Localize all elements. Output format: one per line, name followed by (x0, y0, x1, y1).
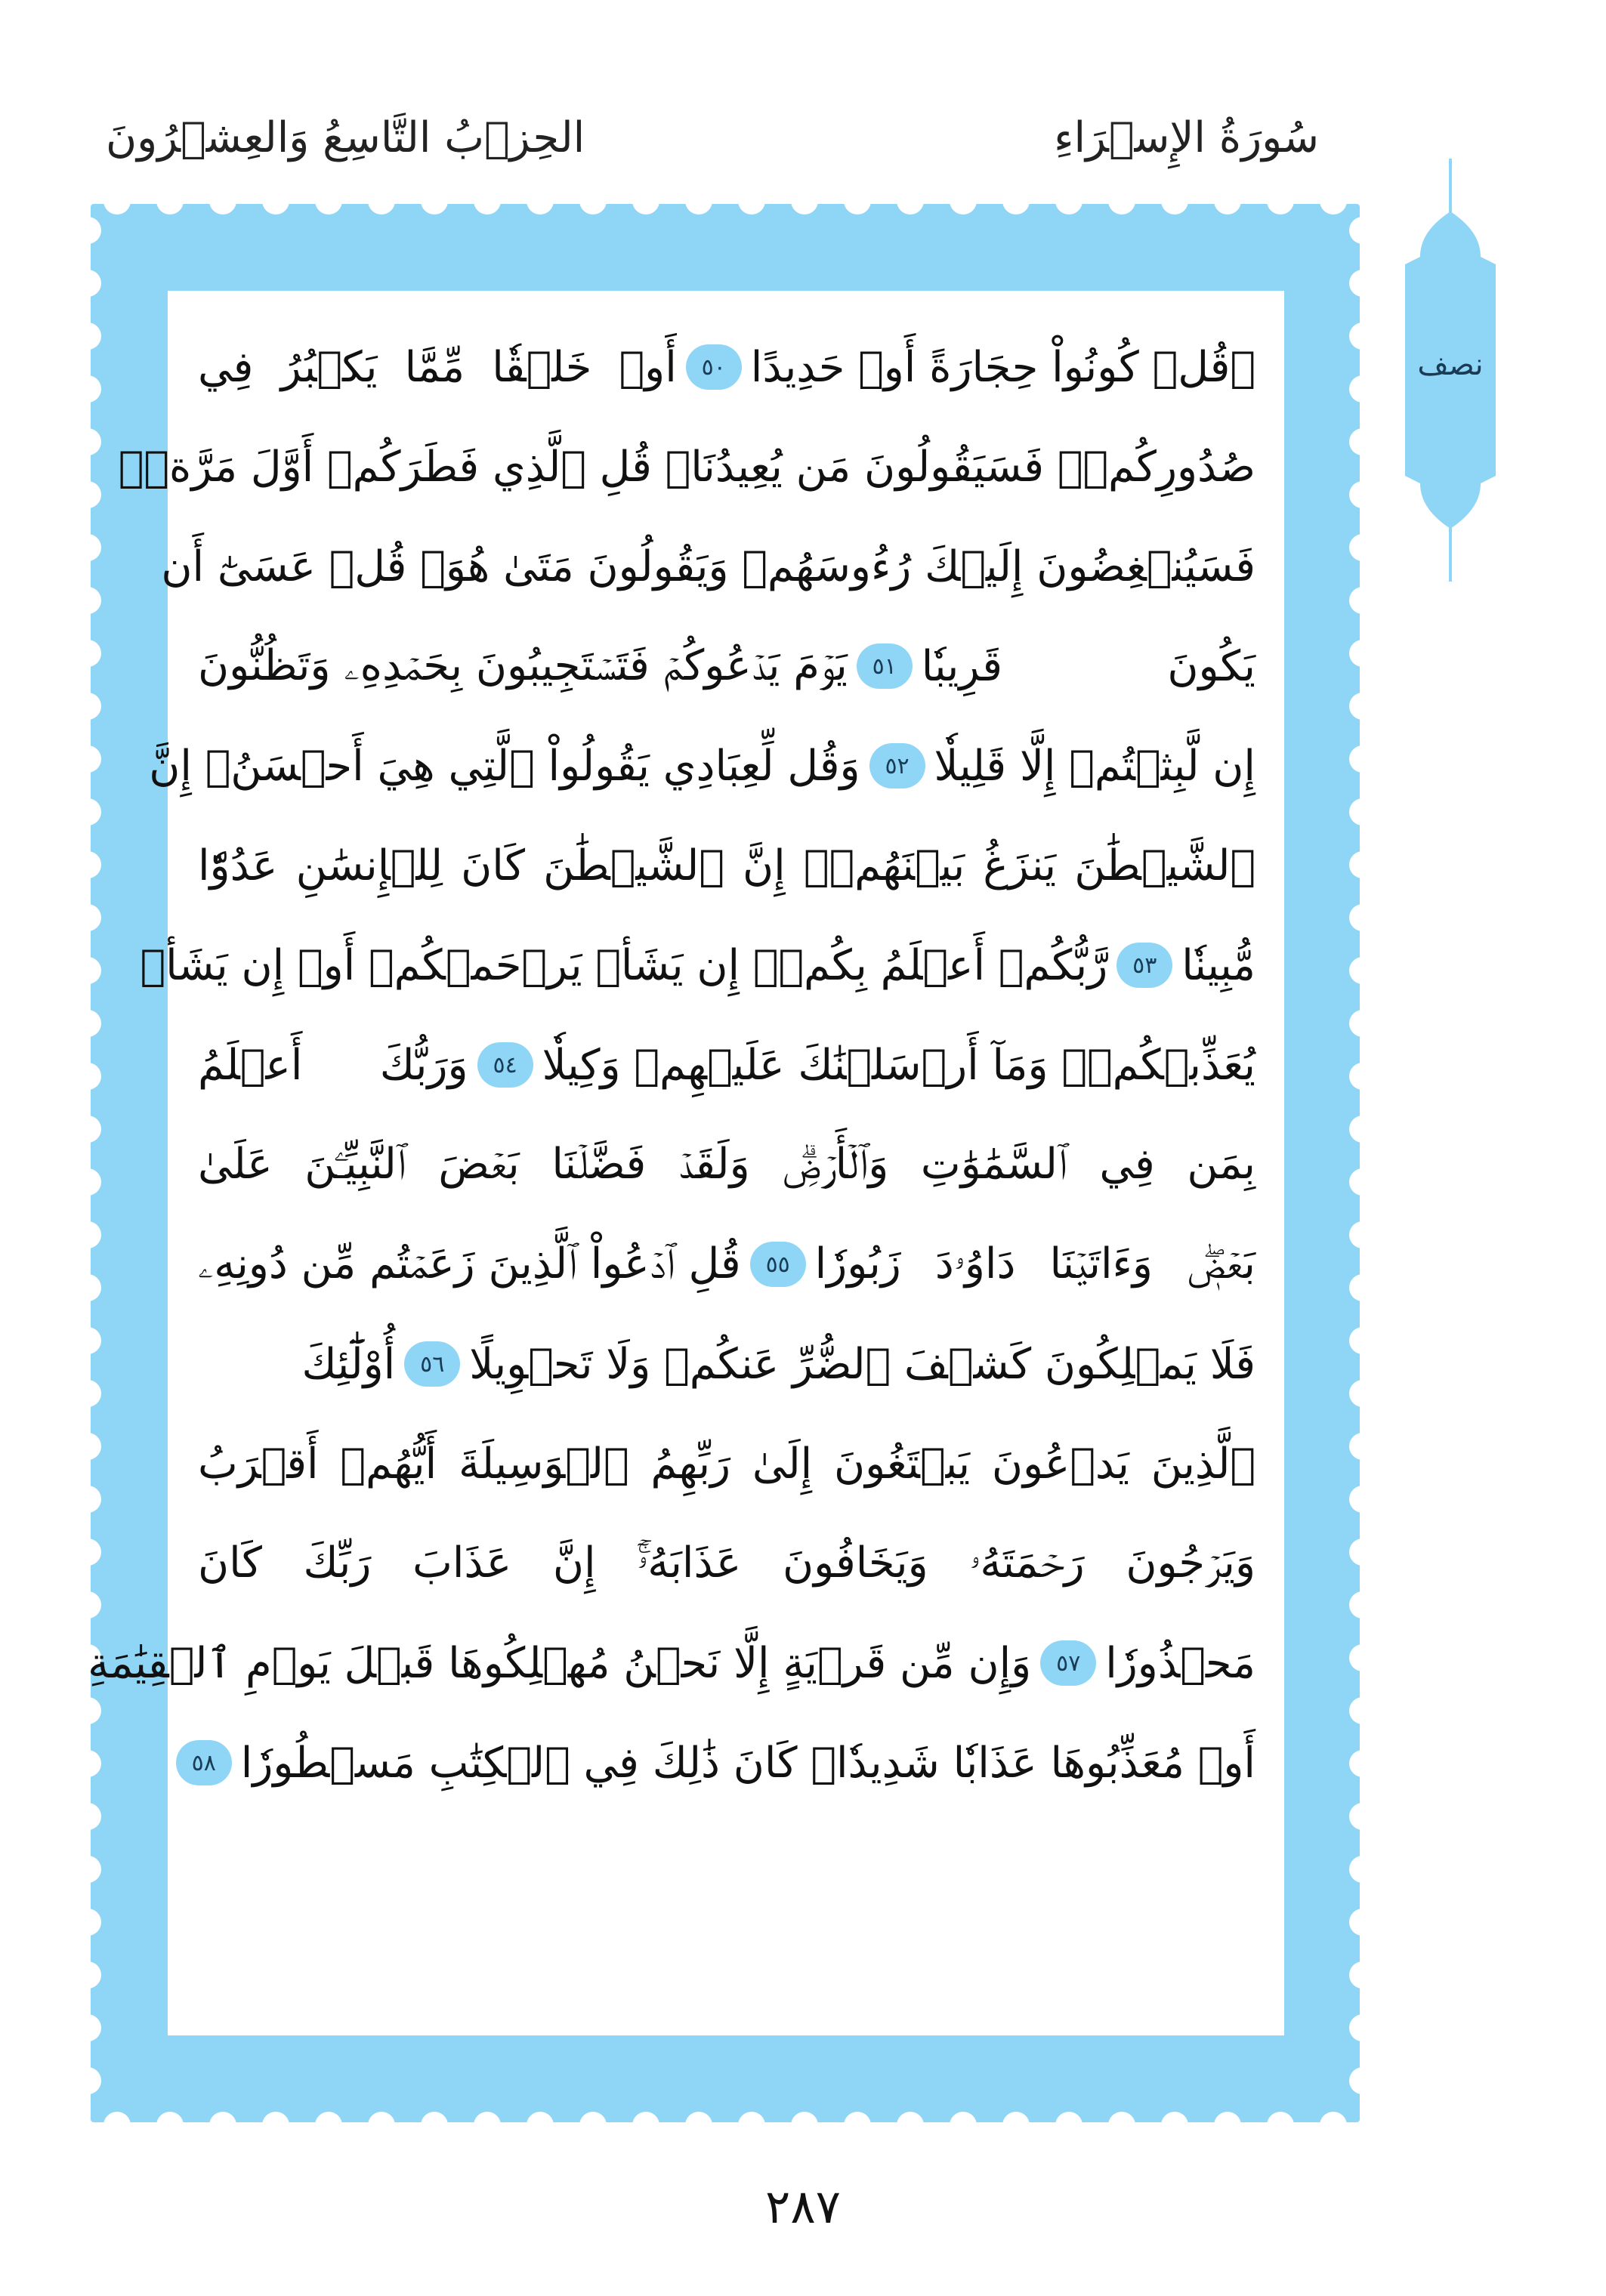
frame-scallop (1002, 2112, 1030, 2122)
verse-text: يُعَذِّبۡكُمۡۚ وَمَآ أَرۡسَلۡنَٰكَ عَلَيۡهِمۡ وَكِيلٗا (542, 1040, 1255, 1090)
frame-scallop (1349, 1221, 1360, 1248)
frame-scallop (91, 1116, 101, 1143)
frame-scallop (579, 2112, 607, 2122)
frame-scallop (1349, 1961, 1360, 1989)
frame-scallop (209, 204, 236, 214)
frame-scallop (1349, 1803, 1360, 1830)
frame-scallop (1349, 1274, 1360, 1301)
verse-text: فَلَا يَمۡلِكُونَ كَشۡفَ ٱلضُّرِّ عَنكُمۡ وَلَا تَحۡوِيلًا (469, 1339, 1255, 1389)
frame-scallop (1349, 1380, 1360, 1407)
frame-scallop (91, 428, 101, 455)
verse-text: وَقُل لِّعِبَادِي يَقُولُواْ ٱلَّتِي هِيَ أَحۡسَنُۚ إِنَّ (149, 741, 860, 791)
frame-scallop (1349, 640, 1360, 667)
frame-scallop (791, 2112, 818, 2122)
frame-scallop (1214, 2112, 1241, 2122)
frame-scallop (91, 745, 101, 773)
frame-scallop (262, 2112, 289, 2122)
frame-scallop (91, 1380, 101, 1407)
text-line (198, 317, 1255, 417)
surah-name: سُورَةُ الإِسۡرَاءِ (1054, 113, 1319, 162)
frame-scallop (844, 204, 871, 214)
verse-text: فَسَيُنۡغِضُونَ إِلَيۡكَ رُءُوسَهُمۡ وَيَقُولُونَ مَتَىٰ هُوَۖ قُلۡ عَسَىٰٓ أَن (161, 542, 1255, 591)
frame-scallop (91, 1221, 101, 1248)
frame-scallop (156, 204, 184, 214)
frame-scallop (1002, 204, 1030, 214)
frame-scallop (791, 204, 818, 214)
frame-scallop (579, 204, 607, 214)
verse-text: وَإِن مِّن قَرۡيَةٍ إِلَّا نَحۡنُ مُهۡلِكُوهَا قَبۡلَ يَوۡمِ ٱلۡقِيَٰمَةِ (88, 1638, 1032, 1688)
frame-scallop (1349, 851, 1360, 878)
text-line (161, 517, 1255, 616)
frame-scallop (91, 217, 101, 244)
frame-scallop (91, 1750, 101, 1777)
frame-scallop (1349, 217, 1360, 244)
frame-scallop (1349, 322, 1360, 350)
frame-scallop (91, 1010, 101, 1037)
frame-scallop (91, 1168, 101, 1196)
verse-text: قُلِ ٱدۡعُواْ ٱلَّذِينَ زَعَمۡتُم مِّن دُونِهِۦ (198, 1239, 741, 1288)
frame-scallop (91, 1856, 101, 1883)
frame-scallop (474, 2112, 501, 2122)
frame-scallop (950, 204, 977, 214)
frame-scallop (1349, 1909, 1360, 1936)
frame-scallop (1349, 534, 1360, 561)
verse-text: وَيَرۡجُونَ رَحۡمَتَهُۥ وَيَخَافُونَ عَذَابَهُۥٓۚ إِنَّ عَذَابَ رَبِّكَ كَانَ (198, 1538, 1255, 1588)
frame-scallop (527, 204, 554, 214)
frame-scallop (1055, 2112, 1083, 2122)
ayah-number-marker: ٥٦ (404, 1341, 460, 1387)
frame-scallop (91, 2014, 101, 2041)
frame-scallop (156, 2112, 184, 2122)
verse-text: أُوْلَٰٓئِكَ (301, 1339, 396, 1389)
frame-scallop (1108, 204, 1135, 214)
frame-scallop (1267, 2112, 1294, 2122)
frame-scallop (91, 1803, 101, 1830)
frame-scallop (632, 2112, 659, 2122)
frame-scallop (897, 2112, 924, 2122)
frame-scallop (1349, 904, 1360, 931)
frame-scallop (1349, 1856, 1360, 1883)
frame-scallop (91, 1327, 101, 1354)
frame-scallop (1349, 745, 1360, 773)
verse-text: صُدُورِكُمۡۚ فَسَيَقُولُونَ مَن يُعِيدُنَاۖ قُلِ ٱلَّذِي فَطَرَكُمۡ أَوَّلَ مَرَّةٖۚ (118, 442, 1255, 492)
text-line (118, 417, 1255, 517)
frame-scallop (844, 2112, 871, 2122)
frame-scallop (91, 1538, 101, 1566)
ayah-number-marker: ٥٠ (686, 344, 742, 390)
frame-scallop (1349, 1327, 1360, 1354)
frame-scallop (209, 2112, 236, 2122)
frame-scallop (1349, 587, 1360, 614)
frame-scallop (421, 2112, 448, 2122)
verse-text: إِن لَّبِثۡتُمۡ إِلَّا قَلِيلٗا (934, 741, 1255, 791)
frame-scallop (103, 204, 131, 214)
frame-scallop (91, 2067, 101, 2094)
frame-scallop (91, 1486, 101, 1513)
frame-scallop (1349, 1063, 1360, 1090)
frame-scallop (1214, 204, 1241, 214)
frame-scallop (1349, 428, 1360, 455)
text-line (191, 1713, 1255, 1813)
frame-scallop (91, 1909, 101, 1936)
text-line (88, 1613, 1255, 1713)
ayah-number-marker: ٥١ (857, 643, 913, 689)
frame-scallop (91, 1274, 101, 1301)
frame-scallop (1349, 1433, 1360, 1460)
frame-scallop (91, 1063, 101, 1090)
frame-scallop (1349, 1697, 1360, 1724)
frame-scallop (421, 204, 448, 214)
ayah-number-marker: ٥٣ (1116, 943, 1172, 988)
text-line (198, 816, 1255, 915)
frame-scallop (91, 957, 101, 984)
frame-scallop (897, 204, 924, 214)
ayah-number-marker: ٥٨ (176, 1740, 232, 1785)
text-line (198, 616, 1255, 716)
verse-text: بَعۡضٖۖ وَءَاتَيۡنَا دَاوُۥدَ زَبُورٗا (814, 1239, 1255, 1288)
frame-scallop (91, 798, 101, 826)
frame-scallop (1349, 798, 1360, 826)
text-line (198, 1414, 1255, 1514)
frame-scallop (1349, 2067, 1360, 2094)
frame-scallop (1349, 1010, 1360, 1037)
frame-scallop (474, 204, 501, 214)
frame-scallop (91, 375, 101, 403)
frame-scallop (91, 1961, 101, 1989)
verse-text: ٱلَّذِينَ يَدۡعُونَ يَبۡتَغُونَ إِلَىٰ رَبِّهِمُ ٱلۡوَسِيلَةَ أَيُّهُمۡ أَقۡرَبُ (198, 1439, 1255, 1489)
ayah-number-marker: ٥٥ (750, 1242, 806, 1287)
frame-scallop (950, 2112, 977, 2122)
text-line (140, 915, 1255, 1015)
frame-scallop (1320, 2112, 1347, 2122)
frame-scallop (1349, 1644, 1360, 1671)
text-line (198, 1514, 1255, 1613)
frame-scallop (368, 204, 395, 214)
frame-scallop (1349, 1538, 1360, 1566)
frame-scallop (368, 2112, 395, 2122)
verse-text: مُّبِينٗا (1181, 940, 1255, 990)
frame-scallop (91, 851, 101, 878)
frame-scallop (103, 2112, 131, 2122)
ayah-number-marker: ٥٧ (1040, 1640, 1096, 1686)
frame-scallop (1349, 1486, 1360, 1513)
frame-scallop (1349, 270, 1360, 297)
text-line (198, 1115, 1255, 1214)
frame-scallop (1320, 204, 1347, 214)
verse-text: أَوۡ مُعَذِّبُوهَا عَذَابٗا شَدِيدٗاۚ كَانَ ذَٰلِكَ فِي ٱلۡكِتَٰبِ مَسۡطُورٗا (240, 1738, 1255, 1788)
frame-scallop (91, 481, 101, 508)
frame-scallop (1349, 693, 1360, 720)
verse-text: مَحۡذُورٗا (1105, 1638, 1255, 1688)
frame-scallop (91, 1697, 101, 1724)
frame-scallop (315, 2112, 342, 2122)
frame-scallop (1349, 1168, 1360, 1196)
frame-scallop (1349, 1116, 1360, 1143)
frame-scallop (1349, 375, 1360, 403)
verse-text: بِمَن فِي ٱلسَّمَٰوَٰتِ وَٱلۡأَرۡضِۗ وَلَقَدۡ فَضَّلۡنَا بَعۡضَ ٱلنَّبِيِّـۧنَ عَلَىٰ (198, 1140, 1255, 1189)
frame-scallop (91, 322, 101, 350)
frame-scallop (315, 204, 342, 214)
nisf-label: نصف (1417, 347, 1484, 382)
frame-scallop (1267, 204, 1294, 214)
frame-scallop (685, 2112, 712, 2122)
verse-text: رَّبُّكُمۡ أَعۡلَمُ بِكُمۡۖ إِن يَشَأۡ يَرۡحَمۡكُمۡ أَوۡ إِن يَشَأۡ (140, 940, 1108, 990)
frame-scallop (91, 270, 101, 297)
frame-scallop (91, 640, 101, 667)
verse-text: ۞قُلۡ كُونُواْ حِجَارَةً أَوۡ حَدِيدًا (750, 342, 1255, 392)
text-line (149, 716, 1255, 816)
ayah-number-marker: ٥٢ (869, 743, 925, 788)
frame-scallop (1055, 204, 1083, 214)
frame-scallop (1349, 957, 1360, 984)
frame-scallop (1161, 204, 1188, 214)
hizb-label: الحِزۡبُ التَّاسِعُ وَالعِشۡرُونَ (106, 113, 585, 162)
verse-text: يَكُونَ قَرِيبٗا (921, 641, 1255, 691)
frame-scallop (91, 587, 101, 614)
text-line (198, 1015, 1255, 1115)
frame-scallop (1349, 2014, 1360, 2041)
verse-text: أَوۡ خَلۡقٗا مِّمَّا يَكۡبُرُ فِي (198, 342, 677, 392)
frame-scallop (1349, 1591, 1360, 1619)
page-number: ٢٨٧ (765, 2179, 841, 2234)
text-line (198, 1314, 1255, 1414)
frame-scallop (738, 2112, 765, 2122)
ayah-number-marker: ٥٤ (477, 1042, 533, 1088)
frame-scallop (738, 204, 765, 214)
text-line (198, 1214, 1255, 1314)
frame-scallop (91, 1591, 101, 1619)
frame-scallop (91, 904, 101, 931)
frame-scallop (632, 204, 659, 214)
frame-scallop (685, 204, 712, 214)
frame-scallop (1161, 2112, 1188, 2122)
frame-scallop (91, 534, 101, 561)
verse-text: ٱلشَّيۡطَٰنَ يَنزَغُ بَيۡنَهُمۡۚ إِنَّ ٱلشَّيۡطَٰنَ كَانَ لِلۡإِنسَٰنِ عَدُوّٗا (198, 841, 1255, 890)
frame-scallop (91, 693, 101, 720)
verse-text: وَرَبُّكَ أَعۡلَمُ (198, 1040, 468, 1090)
quran-text (88, 317, 1255, 1813)
frame-scallop (1349, 481, 1360, 508)
frame-scallop (527, 2112, 554, 2122)
frame-scallop (1108, 2112, 1135, 2122)
frame-scallop (262, 204, 289, 214)
frame-scallop (91, 1433, 101, 1460)
verse-text: يَوۡمَ يَدۡعُوكُمۡ فَتَسۡتَجِيبُونَ بِحَمۡدِهِۦ وَتَظُنُّونَ (198, 641, 848, 690)
frame-scallop (1349, 1750, 1360, 1777)
